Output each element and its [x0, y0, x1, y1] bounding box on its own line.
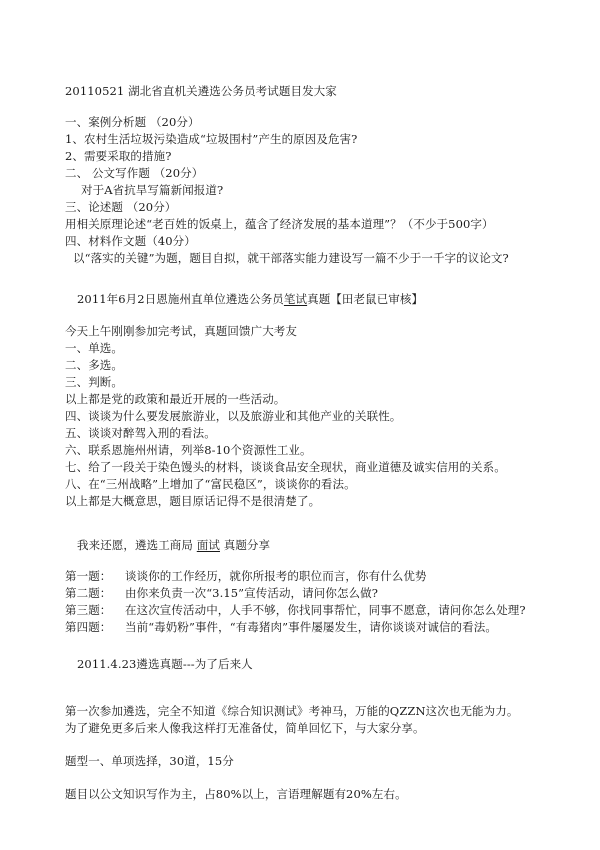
list-item: 六、联系恩施州州请，列举8-10个资源性工业。	[65, 443, 312, 457]
note-line: 以上都是大概意思，题目原话记得不是很清楚了。	[65, 494, 321, 508]
title-part: 真题【田老鼠已审核】	[307, 292, 424, 306]
list-item: 一、单选。	[65, 341, 123, 355]
heading-document-writing: 二、 公文写作题 （20分）	[65, 166, 204, 180]
heading-essay: 三、论述题 （20分）	[65, 200, 177, 214]
intro-line: 今天上午刚刚参加完考试，真题回馈广大考友	[65, 324, 297, 338]
paragraph-line: 为了避免更多后来人像我这样打无准备仗，简单回忆下，与大家分享。	[65, 721, 425, 735]
title-link[interactable]: 面试	[196, 538, 220, 552]
question-line: 1、农村生活垃圾污染造成“垃圾围村”产生的原因及危害?	[65, 132, 358, 146]
heading-case-analysis: 一、案例分析题 （20分）	[65, 115, 200, 129]
question-text: 当前“毒奶粉”事件，“有毒猪肉”事件屡屡发生，请你谈谈对诚信的看法。	[125, 620, 497, 634]
section-title-enshi	[77, 290, 423, 308]
list-item: 四、谈谈为什么要发展旅游业，以及旅游业和其他产业的关联性。	[65, 409, 402, 423]
list-item: 三、判断。	[65, 375, 123, 389]
question-type-line: 题型一、单项选择，30道，15分	[65, 754, 234, 768]
question-text: 谈谈你的工作经历，就你所报考的职位而言，你有什么优势	[125, 569, 427, 583]
question-text: 由你来负责一次“3.15”宣传活动，请问你怎么做?	[125, 586, 379, 600]
list-item: 二、多选。	[65, 358, 123, 372]
question-line: 2、需要采取的措施?	[65, 149, 172, 163]
section-title-april: 2011.4.23遴选真题---为了后来人	[77, 657, 253, 671]
question-text: 在这次宣传活动中，人手不够，你找同事帮忙，同事不愿意，请问你怎么处理?	[125, 603, 526, 617]
interview-question	[65, 618, 497, 636]
question-line: 对于A省抗旱写篇新闻报道?	[81, 183, 224, 197]
list-item: 八、在“三州战略”上增加了“富民稳区”，谈谈你的看法。	[65, 477, 356, 491]
list-item: 五、谈谈对醉驾入刑的看法。	[65, 426, 216, 440]
title-part: 我来还愿，遴选工商局	[77, 538, 197, 552]
interview-question	[65, 584, 378, 602]
paragraph-line: 第一次参加遴选，完全不知道《综合知识测试》考神马，万能的QZZN这次也无能为力。	[65, 704, 519, 718]
title-part: 2011年6月2日恩施州直单位遴选公务员	[77, 292, 284, 306]
list-item: 七、给了一段关于染色馒头的材料，谈谈食品安全现状，商业道德及诚实信用的关系。	[65, 460, 506, 474]
note-line: 以上都是党的政策和最近开展的一些活动。	[65, 392, 286, 406]
question-label: 第一题：	[65, 569, 112, 583]
question-label: 第二题：	[65, 586, 112, 600]
interview-question	[65, 601, 526, 619]
title-link[interactable]: 笔试	[283, 292, 308, 306]
title-part: 真题分享	[219, 538, 271, 552]
heading-material-essay: 四、材料作文题（40分）	[65, 234, 196, 248]
question-label: 第三题：	[65, 603, 112, 617]
question-line: 以“落实的关键”为题，题目自拟，就干部落实能力建设写一篇不少于一千字的议论文?	[73, 251, 509, 265]
paragraph-line: 题目以公文知识写作为主，占80%以上，言语理解题有20%左右。	[65, 787, 407, 801]
section-title-hubei: 20110521 湖北省直机关遴选公务员考试题目发大家	[65, 84, 337, 98]
question-label: 第四题：	[65, 620, 112, 634]
question-line: 用相关原理论述“老百姓的饭桌上，蕴含了经济发展的基本道理”？（不少于500字）	[65, 217, 494, 231]
interview-question	[65, 567, 427, 585]
section-title-interview	[77, 536, 270, 554]
